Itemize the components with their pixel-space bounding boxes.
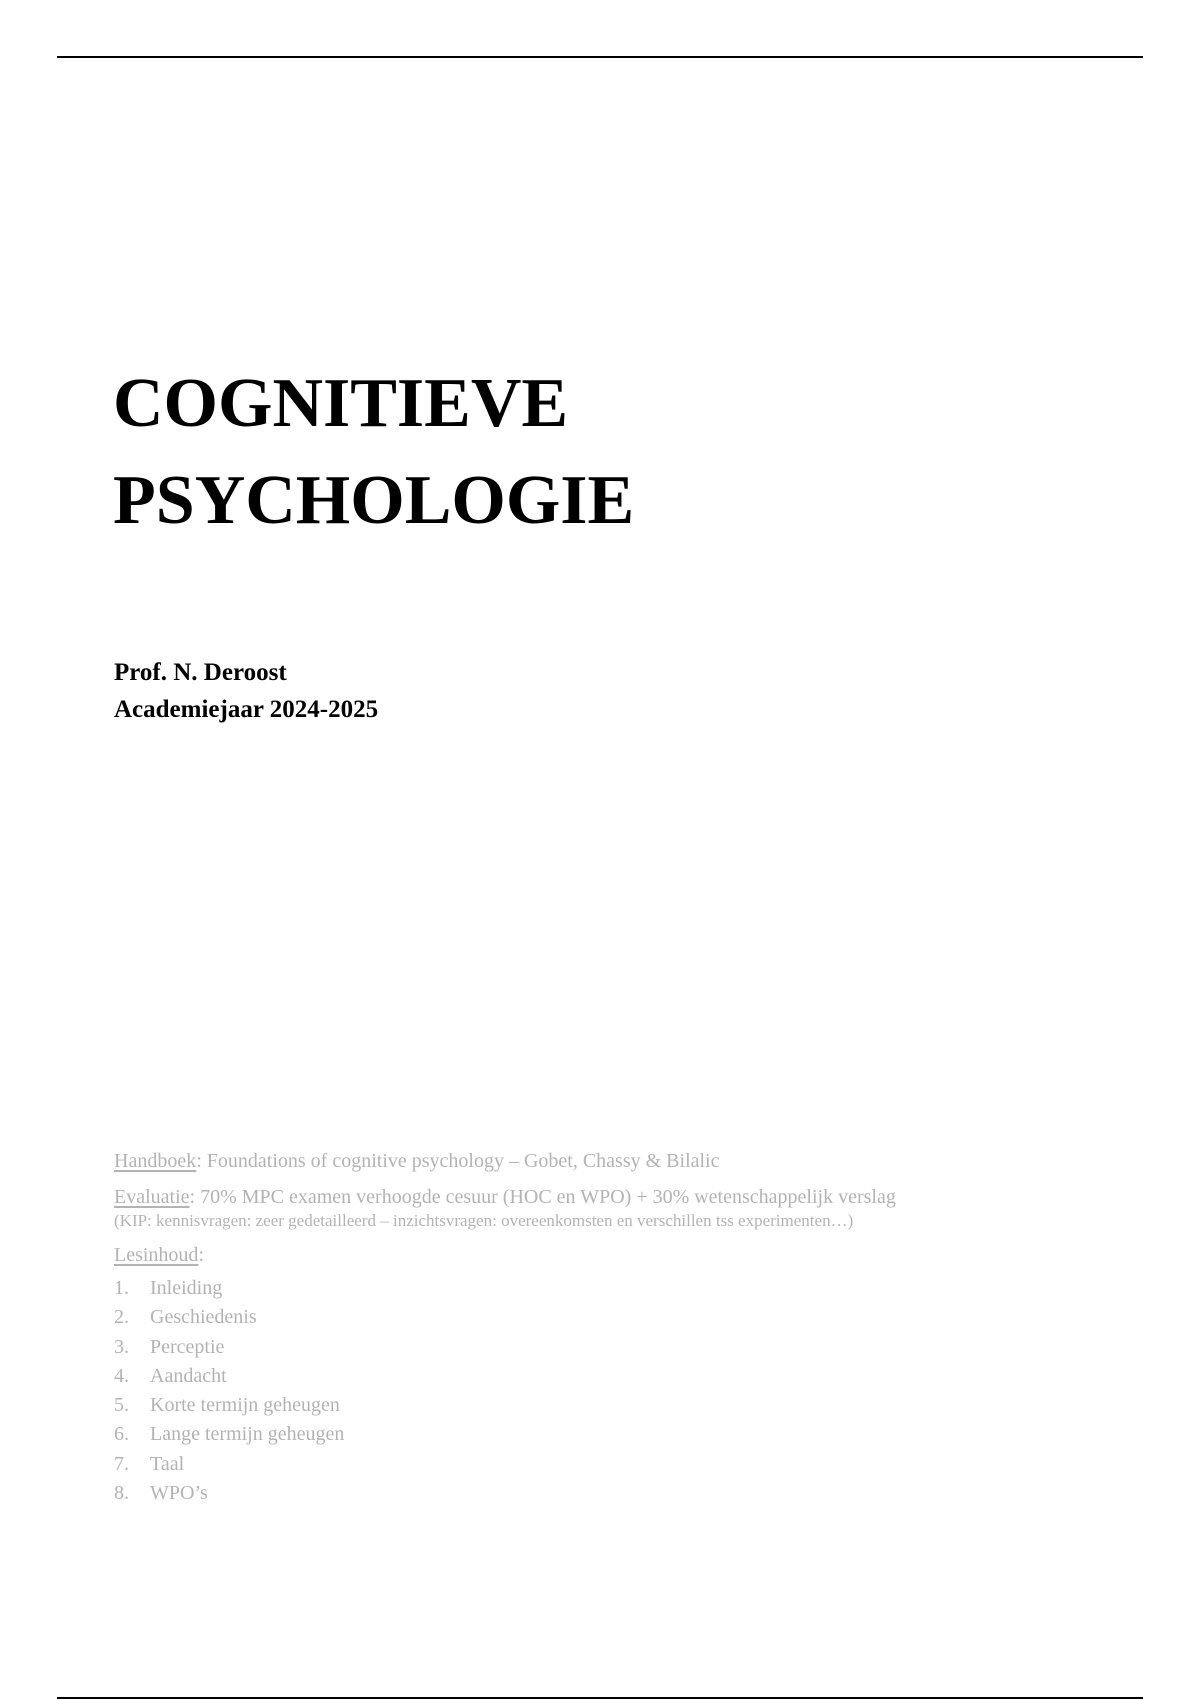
kip-note: (KIP: kennisvragen: zeer gedetailleerd – inzichtsvragen: overeenkomsten en verschillen tss experimenten…) — [114, 1211, 854, 1230]
list-item-number: 7. — [114, 1452, 129, 1475]
course-info — [114, 1148, 1114, 1508]
list-item — [114, 1362, 1114, 1391]
list-item-label: Inleiding — [150, 1277, 223, 1299]
evaluation-label: Evaluatie — [114, 1186, 190, 1208]
title-line-2: PSYCHOLOGIE — [113, 462, 635, 539]
list-item — [114, 1274, 1114, 1303]
list-item-number: 1. — [114, 1277, 129, 1299]
contents-list — [114, 1274, 1114, 1508]
list-item — [114, 1450, 1114, 1479]
list-item-number: 5. — [114, 1394, 129, 1417]
list-item-label: Aandacht — [150, 1364, 227, 1387]
list-item-number: 2. — [114, 1306, 129, 1329]
academic-year: Academiejaar 2024-2025 — [114, 696, 379, 723]
list-item — [114, 1420, 1114, 1449]
document-title — [113, 355, 634, 549]
list-item — [114, 1479, 1114, 1508]
list-item — [114, 1391, 1114, 1420]
top-rule — [57, 56, 1143, 58]
title-line-1: COGNITIEVE — [113, 365, 569, 442]
list-item-label: Geschiedenis — [150, 1306, 257, 1329]
list-item-number: 4. — [114, 1364, 129, 1387]
list-item-number: 6. — [114, 1423, 129, 1446]
list-item-number: 8. — [114, 1482, 129, 1505]
list-item-label: Korte termijn geheugen — [150, 1394, 340, 1417]
evaluation-text: : 70% MPC examen verhoogde cesuur (HOC en WPO) + 30% wetenschappelijk verslag — [189, 1186, 896, 1208]
list-item-label: Lange termijn geheugen — [150, 1423, 345, 1446]
list-item — [114, 1303, 1114, 1332]
list-item-label: Taal — [150, 1452, 185, 1475]
handbook-text: : Foundations of cognitive psychology – Gobet, Chassy & Bilalic — [196, 1150, 720, 1172]
handbook-label: Handboek — [114, 1150, 197, 1172]
contents-colon: : — [198, 1244, 204, 1266]
bottom-rule — [57, 1697, 1143, 1699]
list-item — [114, 1333, 1114, 1362]
list-item-label: Perceptie — [150, 1335, 225, 1358]
list-item-label: WPO’s — [150, 1482, 208, 1505]
professor-name: Prof. N. Deroost — [114, 659, 287, 686]
contents-heading — [114, 1242, 1114, 1268]
handbook-line — [114, 1148, 1114, 1174]
contents-label: Lesinhoud — [114, 1244, 199, 1266]
list-item-number: 3. — [114, 1335, 129, 1358]
evaluation-line — [114, 1184, 1114, 1210]
document-meta — [114, 654, 378, 728]
